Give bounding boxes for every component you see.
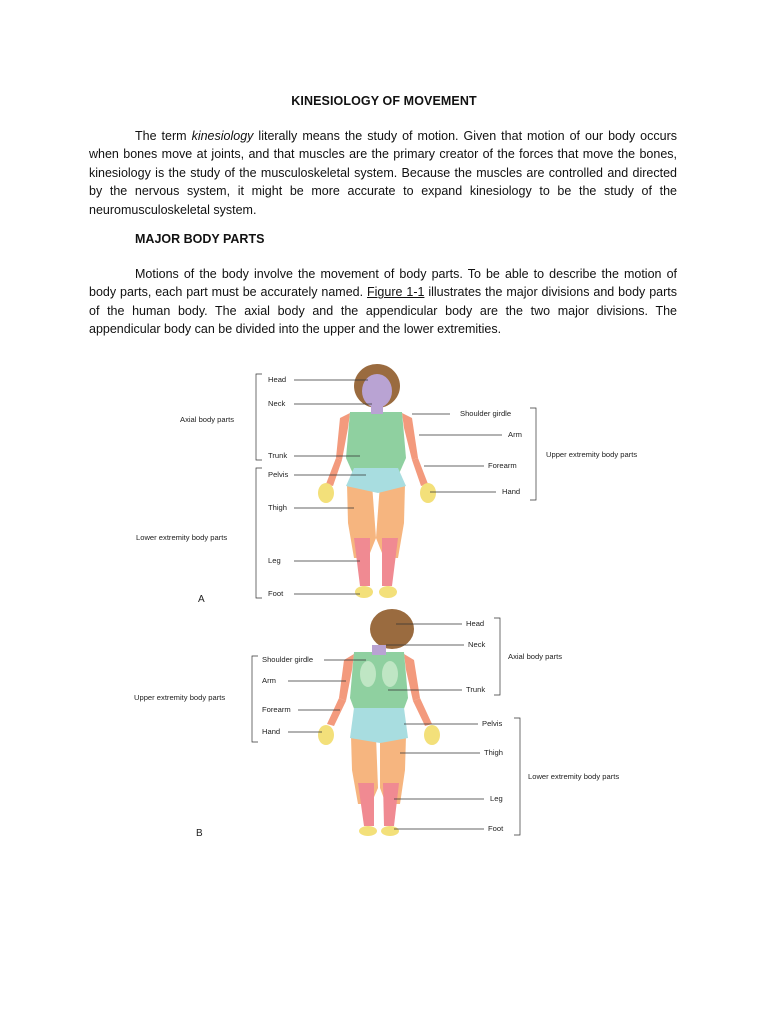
label-head-a: Head — [268, 375, 287, 384]
trunk-shape — [350, 652, 408, 714]
scapula-shape — [360, 661, 376, 687]
foot-shape — [379, 586, 397, 598]
label-trunk-a: Trunk — [268, 451, 288, 460]
label-leg-a: Leg — [268, 556, 281, 565]
label-thigh-a: Thigh — [268, 503, 287, 512]
label-forearm-b: Forearm — [262, 705, 291, 714]
head-shape — [362, 374, 392, 408]
label-foot-a: Foot — [268, 589, 284, 598]
hand-shape — [424, 725, 440, 745]
label-neck-b: Neck — [468, 640, 486, 649]
p1-text-start: The term — [135, 129, 192, 143]
label-shoulder-a: Shoulder girdle — [460, 409, 512, 418]
paragraph-body-parts — [89, 265, 677, 339]
p2-text-end: illustrates the major divisions and body parts of the human body. The axial body and the appendicular body are the two major divisions. The appendicular body can be divided into the upper and the lower extremities. — [89, 285, 677, 337]
pelvis-shape — [350, 708, 408, 743]
p2-text-start: Motions of the body involve the movement of body parts. To be able to describe the motion of body parts, each part must be accurately named. — [89, 267, 677, 300]
body-diagram — [128, 358, 658, 840]
trunk-shape — [346, 412, 406, 476]
label-leg-b: Leg — [490, 794, 503, 803]
document-title: KINESIOLOGY OF MOVEMENT — [291, 94, 477, 108]
label-trunk-b: Trunk — [466, 685, 486, 694]
p1-text-end: literally means the study of motion. Given that motion of our body occurs when bones move at joints, and that muscles are the primary creator of the forces that move the bones, kinesiology is the study of the musculoskeletal system. Because the muscles are controlled and directed by the nervous system, it might be more accurate to expand kinesiology to be the study of the neuromusculoskeletal system. — [89, 129, 677, 217]
label-arm-b: Arm — [262, 676, 276, 685]
p1-italic-term: kinesiology — [191, 129, 254, 143]
group-lower-a: Lower extremity body parts — [136, 533, 228, 542]
label-pelvis-b: Pelvis — [482, 719, 503, 728]
hand-shape — [318, 725, 334, 745]
foot-shape — [381, 826, 399, 836]
foot-shape — [355, 586, 373, 598]
figure-body-parts — [128, 358, 658, 840]
group-lower-b: Lower extremity body parts — [528, 772, 620, 781]
section-heading: MAJOR BODY PARTS — [135, 232, 265, 246]
foot-shape — [359, 826, 377, 836]
scapula-shape — [382, 661, 398, 687]
label-hand-a: Hand — [502, 487, 521, 496]
group-axial-a: Axial body parts — [180, 415, 235, 424]
label-forearm-a: Forearm — [488, 461, 517, 470]
label-thigh-b: Thigh — [484, 748, 503, 757]
group-upper-b: Upper extremity body parts — [134, 693, 226, 702]
panel-letter-b: B — [196, 828, 203, 839]
figure-link[interactable]: Figure 1-1 — [367, 285, 425, 300]
hand-shape — [420, 483, 436, 503]
hand-shape — [318, 483, 334, 503]
label-arm-a: Arm — [508, 430, 522, 439]
label-shoulder-b: Shoulder girdle — [262, 655, 314, 664]
hair-shape — [370, 609, 414, 649]
neck-shape — [372, 645, 386, 655]
paragraph-kinesiology — [89, 127, 677, 219]
panel-letter-a: A — [198, 594, 205, 605]
label-head-b: Head — [466, 619, 485, 628]
label-foot-b: Foot — [488, 824, 504, 833]
label-hand-b: Hand — [262, 727, 281, 736]
label-neck-a: Neck — [268, 399, 286, 408]
neck-shape — [371, 404, 383, 414]
label-pelvis-a: Pelvis — [268, 470, 289, 479]
group-upper-a: Upper extremity body parts — [546, 450, 638, 459]
group-axial-b: Axial body parts — [508, 652, 563, 661]
